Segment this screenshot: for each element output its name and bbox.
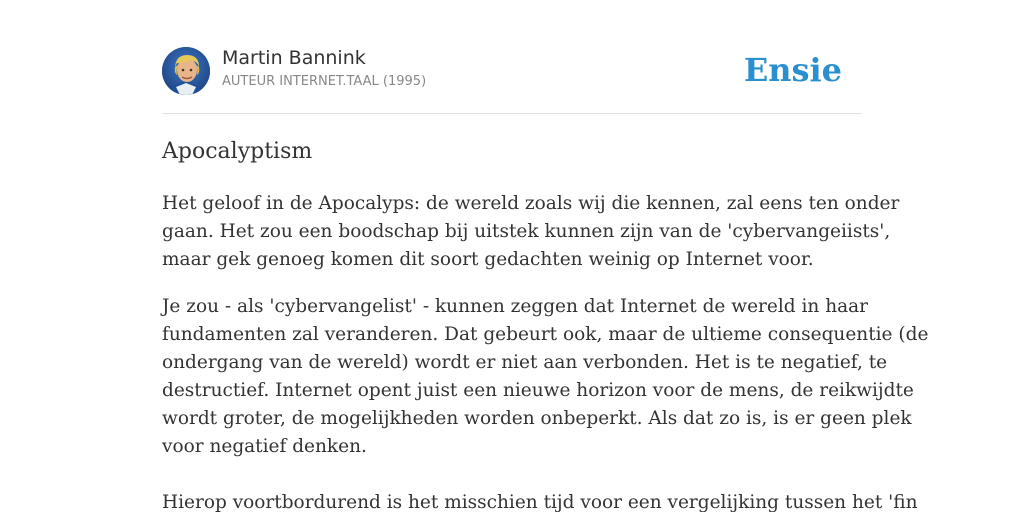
paragraph — [162, 293, 929, 461]
avatar-portrait-image — [162, 47, 210, 95]
author-header — [162, 46, 862, 96]
text-line: maar gek genoeg komen dit soort gedachten weinig op Internet voor. — [162, 249, 814, 270]
author-name[interactable]: Martin Bannink — [222, 47, 366, 69]
ensie-logo[interactable]: Ensie — [743, 51, 842, 89]
text-line: voor negatief denken. — [162, 436, 367, 457]
text-line: gaan. Het zou een boodschap bij uitstek kunnen zijn van de 'cybervangeiists', — [162, 221, 891, 242]
author-subtitle: AUTEUR INTERNET.TAAL (1995) — [222, 74, 427, 89]
paragraph-spacer — [162, 274, 874, 293]
text-line: Het geloof in de Apocalyps: de wereld zoals wij die kennen, zal eens ten onder — [162, 193, 900, 214]
text-line: Hierop voortbordurend is het misschien tijd voor een vergelijking tussen het 'fin — [162, 492, 918, 512]
text-line: Je zou - als 'cybervangelist' - kunnen zeggen dat Internet de wereld in haar — [162, 296, 869, 317]
header-divider — [162, 113, 862, 114]
blank-line — [162, 461, 874, 489]
article-body — [162, 190, 929, 512]
text-line: destructief. Internet opent juist een nieuwe horizon voor de mens, de reikwijdte — [162, 380, 914, 401]
text-line: fundamenten zal veranderen. Dat gebeurt ook, maar de ultieme consequentie (de — [162, 324, 929, 345]
article-title: Apocalyptism — [162, 139, 313, 164]
paragraph — [162, 190, 900, 274]
text-line: wordt groter, de mogelijkheden worden onbeperkt. Als dat zo is, is er geen plek — [162, 408, 912, 429]
author-avatar[interactable] — [162, 47, 210, 95]
paragraph — [162, 489, 918, 512]
text-line: ondergang van de wereld) wordt er niet aan verbonden. Het is te negatief, te — [162, 352, 888, 373]
